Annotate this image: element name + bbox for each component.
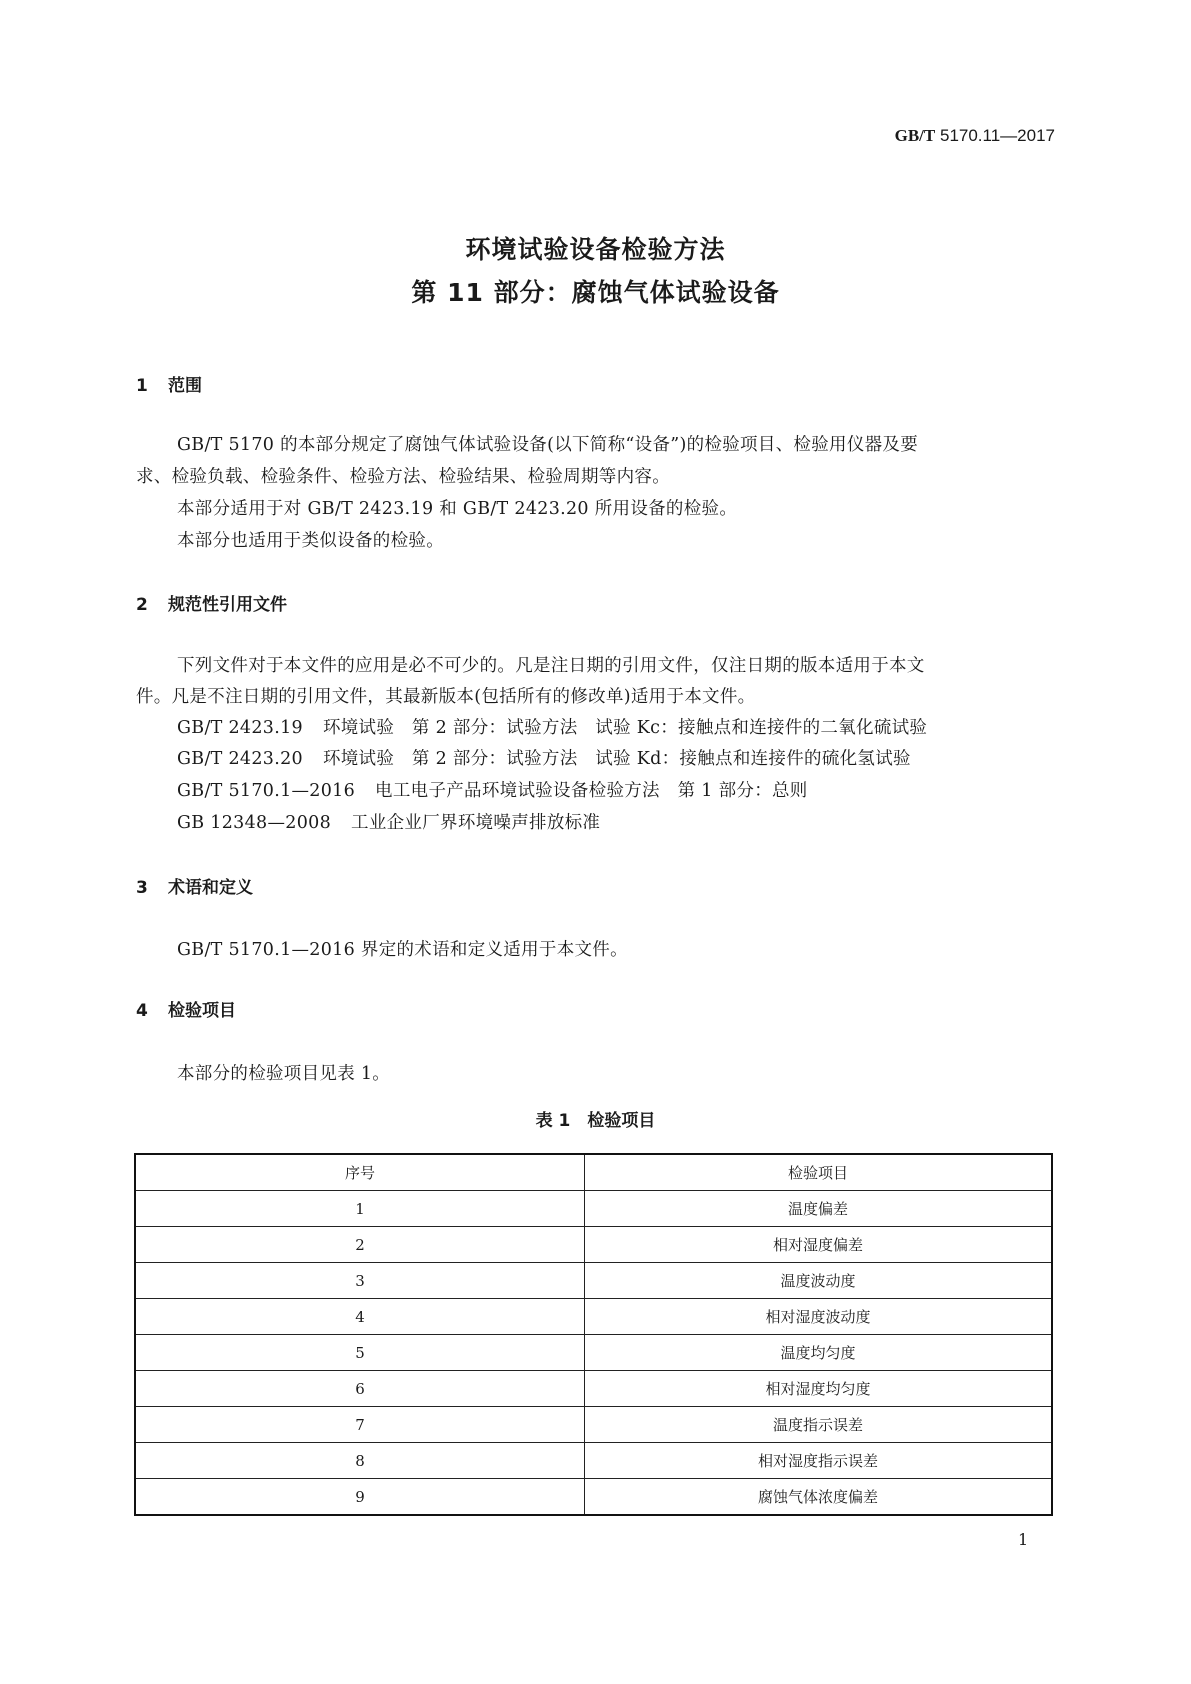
inspection-item-cell: 温度偏差 — [585, 1191, 1053, 1227]
table-row — [135, 1191, 1052, 1227]
paragraph-line: 下列文件对于本文件的应用是必不可少的。凡是注日期的引用文件，仅注日期的版本适用于本文 — [177, 656, 925, 676]
paragraph-line: 件。凡是不注日期的引用文件，其最新版本(包括所有的修改单)适用于本文件。 — [136, 687, 756, 707]
table-caption: 表 1 检验项目 — [535, 1111, 656, 1131]
paragraph-line: 本部分适用于对 GB/T 2423.19 和 GB/T 2423.20 所用设备的检验。 — [177, 499, 738, 519]
table-row — [135, 1479, 1052, 1516]
table-row — [135, 1443, 1052, 1479]
section-2-heading — [136, 590, 287, 615]
paragraph-line: 求、检验负载、检验条件、检验方法、检验结果、检验周期等内容。 — [136, 467, 670, 487]
reference-title: 环境试验 第 2 部分：试验方法 试验 Kc：接触点和连接件的二氧化硫试验 — [322, 718, 928, 738]
code-prefix: GB/T — [894, 126, 936, 145]
serial-number-cell: 3 — [135, 1263, 585, 1299]
code-number: 5170.11—2017 — [939, 126, 1055, 145]
serial-number-cell: 9 — [135, 1479, 585, 1516]
section-number: 4 — [136, 1001, 148, 1021]
section-title: 检验项目 — [168, 1001, 236, 1021]
section-title: 规范性引用文件 — [168, 595, 287, 615]
paragraph-line: 本部分的检验项目见表 1。 — [177, 1064, 391, 1084]
reference-item — [177, 777, 808, 802]
title-line-1: 环境试验设备检验方法 — [465, 235, 726, 264]
title-line-2: 第 11 部分：腐蚀气体试验设备 — [411, 278, 780, 307]
serial-number-cell: 2 — [135, 1227, 585, 1263]
serial-number-cell: 5 — [135, 1335, 585, 1371]
paragraph-line: 本部分也适用于类似设备的检验。 — [177, 531, 444, 551]
reference-item — [177, 714, 927, 739]
section-number: 3 — [136, 878, 148, 898]
reference-code: GB/T 2423.20 — [177, 749, 303, 769]
reference-title: 电工电子产品环境试验设备检验方法 第 1 部分：总则 — [375, 781, 808, 801]
serial-number-cell: 8 — [135, 1443, 585, 1479]
section-title: 范围 — [168, 376, 202, 396]
inspection-items-table — [134, 1153, 1053, 1516]
section-3-heading — [136, 873, 253, 898]
serial-number-cell: 6 — [135, 1371, 585, 1407]
section-number: 1 — [136, 376, 148, 396]
header-cell: 序号 — [135, 1154, 585, 1191]
inspection-item-cell: 相对湿度指示误差 — [585, 1443, 1053, 1479]
section-title: 术语和定义 — [168, 878, 253, 898]
reference-code: GB/T 5170.1—2016 — [177, 781, 356, 801]
section-1-heading — [136, 371, 202, 396]
reference-title: 环境试验 第 2 部分：试验方法 试验 Kd：接触点和连接件的硫化氢试验 — [322, 749, 911, 769]
reference-title: 工业企业厂界环境噪声排放标准 — [351, 813, 601, 833]
table-row — [135, 1227, 1052, 1263]
reference-item — [177, 809, 600, 834]
reference-item — [177, 745, 911, 770]
table-row — [135, 1263, 1052, 1299]
inspection-item-cell: 温度均匀度 — [585, 1335, 1053, 1371]
paragraph-line: GB/T 5170 的本部分规定了腐蚀气体试验设备(以下简称“设备”)的检验项目、检验用仪器及要 — [177, 435, 919, 455]
table-row — [135, 1371, 1052, 1407]
table-header-row — [135, 1154, 1052, 1191]
section-number: 2 — [136, 595, 148, 615]
inspection-item-cell: 温度指示误差 — [585, 1407, 1053, 1443]
table-row — [135, 1335, 1052, 1371]
section-4-heading — [136, 996, 236, 1021]
header-cell: 检验项目 — [585, 1154, 1053, 1191]
reference-code: GB/T 2423.19 — [177, 718, 303, 738]
inspection-item-cell: 相对湿度偏差 — [585, 1227, 1053, 1263]
serial-number-cell: 7 — [135, 1407, 585, 1443]
table-row — [135, 1299, 1052, 1335]
reference-code: GB 12348—2008 — [177, 813, 332, 833]
serial-number-cell: 4 — [135, 1299, 585, 1335]
document-code — [895, 126, 1055, 146]
serial-number-cell: 1 — [135, 1191, 585, 1227]
table-row — [135, 1407, 1052, 1443]
paragraph-line: GB/T 5170.1—2016 界定的术语和定义适用于本文件。 — [177, 940, 628, 960]
inspection-item-cell: 温度波动度 — [585, 1263, 1053, 1299]
page-number: 1 — [1018, 1530, 1029, 1549]
inspection-item-cell: 相对湿度波动度 — [585, 1299, 1053, 1335]
inspection-item-cell: 相对湿度均匀度 — [585, 1371, 1053, 1407]
inspection-item-cell: 腐蚀气体浓度偏差 — [585, 1479, 1053, 1516]
